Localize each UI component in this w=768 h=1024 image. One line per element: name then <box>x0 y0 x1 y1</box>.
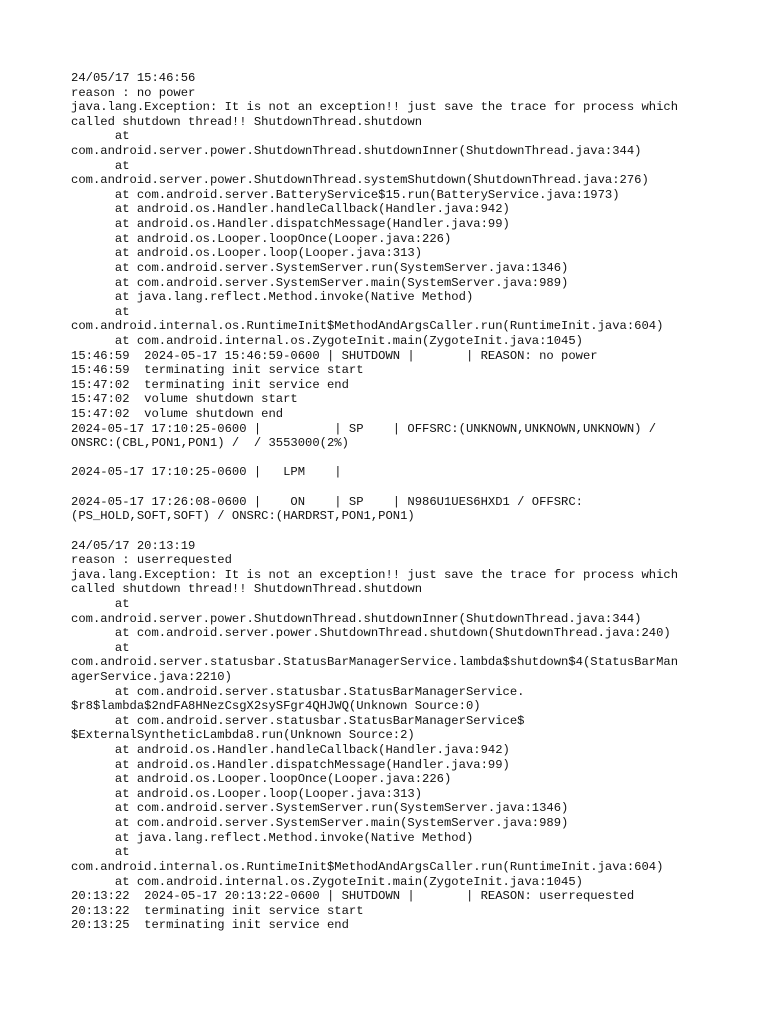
log-line: 2024-05-17 17:10:25-0600 | LPM | <box>71 465 342 480</box>
log-line: at android.os.Looper.loop(Looper.java:313) <box>71 246 423 261</box>
log-line: reason : no power <box>71 85 196 100</box>
log-line: $r8$lambda$2ndFA8HNezCsgX2sySFgr4QHJWQ(Unknown Source:0) <box>71 699 481 714</box>
log-line: com.android.internal.os.RuntimeInit$MethodAndArgsCaller.run(RuntimeInit.java:604) <box>71 319 664 334</box>
log-line: 20:13:22 2024-05-17 20:13:22-0600 | SHUTDOWN | | REASON: userrequested <box>71 889 635 904</box>
log-line: 15:46:59 terminating init service start <box>71 363 364 378</box>
log-line: 24/05/17 15:46:56 <box>71 71 196 85</box>
log-line: at <box>71 304 130 319</box>
log-line: at <box>71 129 130 144</box>
log-line: at android.os.Handler.dispatchMessage(Handler.java:99) <box>71 217 510 232</box>
log-line: com.android.server.statusbar.StatusBarManagerService.lambda$shutdown$4(StatusBarMan <box>71 655 679 670</box>
log-text-block <box>71 71 711 933</box>
log-line: at android.os.Handler.dispatchMessage(Handler.java:99) <box>71 757 510 772</box>
log-line: called shutdown thread!! ShutdownThread.shutdown <box>71 582 423 597</box>
log-line: com.android.internal.os.RuntimeInit$MethodAndArgsCaller.run(RuntimeInit.java:604) <box>71 859 664 874</box>
log-line: at com.android.server.statusbar.StatusBarManagerService. <box>71 684 525 699</box>
log-line: com.android.server.power.ShutdownThread.shutdownInner(ShutdownThread.java:344) <box>71 611 642 626</box>
log-line: 2024-05-17 17:10:25-0600 | | SP | OFFSRC:(UNKNOWN,UNKNOWN,UNKNOWN) / <box>71 421 657 436</box>
log-line: 15:46:59 2024-05-17 15:46:59-0600 | SHUTDOWN | | REASON: no power <box>71 348 598 363</box>
log-line: at com.android.server.SystemServer.main(SystemServer.java:989) <box>71 816 569 831</box>
log-line: at com.android.server.SystemServer.main(SystemServer.java:989) <box>71 275 569 290</box>
log-line: agerService.java:2210) <box>71 669 232 684</box>
log-line: 20:13:25 terminating init service end <box>71 918 349 933</box>
log-line: called shutdown thread!! ShutdownThread.shutdown <box>71 114 423 129</box>
log-line: java.lang.Exception: It is not an exception!! just save the trace for process which <box>71 100 679 115</box>
log-line: 15:47:02 volume shutdown start <box>71 392 298 407</box>
log-line <box>71 480 711 495</box>
log-line: com.android.server.power.ShutdownThread.systemShutdown(ShutdownThread.java:276) <box>71 173 649 188</box>
log-line: at <box>71 845 130 860</box>
log-line: at com.android.server.SystemServer.run(SystemServer.java:1346) <box>71 260 569 275</box>
log-line: at java.lang.reflect.Method.invoke(Native Method) <box>71 830 474 845</box>
log-line: at com.android.server.BatteryService$15.run(BatteryService.java:1973) <box>71 187 620 202</box>
log-line <box>71 524 711 539</box>
log-line: at java.lang.reflect.Method.invoke(Native Method) <box>71 290 474 305</box>
log-line: com.android.server.power.ShutdownThread.shutdownInner(ShutdownThread.java:344) <box>71 144 642 159</box>
log-line: java.lang.Exception: It is not an exception!! just save the trace for process which <box>71 567 679 582</box>
log-line: at com.android.server.SystemServer.run(SystemServer.java:1346) <box>71 801 569 816</box>
log-line: $ExternalSyntheticLambda8.run(Unknown Source:2) <box>71 728 415 743</box>
log-line: reason : userrequested <box>71 553 232 568</box>
log-line: at <box>71 596 130 611</box>
log-line: at com.android.server.statusbar.StatusBarManagerService$ <box>71 713 525 728</box>
log-line: 15:47:02 volume shutdown end <box>71 407 284 422</box>
log-line: at <box>71 640 130 655</box>
log-line: at com.android.server.power.ShutdownThread.shutdown(ShutdownThread.java:240) <box>71 626 671 641</box>
log-line: at android.os.Looper.loop(Looper.java:313) <box>71 786 423 801</box>
log-line: at android.os.Looper.loopOnce(Looper.java:226) <box>71 772 452 787</box>
log-line: at android.os.Handler.handleCallback(Handler.java:942) <box>71 743 510 758</box>
log-line: 20:13:22 terminating init service start <box>71 903 364 918</box>
log-line: 24/05/17 20:13:19 <box>71 538 196 553</box>
log-line: at android.os.Looper.loopOnce(Looper.java:226) <box>71 231 452 246</box>
log-line <box>71 451 711 466</box>
log-line: (PS_HOLD,SOFT,SOFT) / ONSRC:(HARDRST,PON1,PON1) <box>71 509 415 524</box>
log-line: 2024-05-17 17:26:08-0600 | ON | SP | N986U1UES6HXD1 / OFFSRC: <box>71 494 583 509</box>
log-line: at com.android.internal.os.ZygoteInit.main(ZygoteInit.java:1045) <box>71 333 583 348</box>
log-line: 15:47:02 terminating init service end <box>71 377 349 392</box>
log-line: at <box>71 158 130 173</box>
log-line: ONSRC:(CBL,PON1,PON1) / / 3553000(2%) <box>71 436 349 451</box>
log-line: at android.os.Handler.handleCallback(Handler.java:942) <box>71 202 510 217</box>
log-line: at com.android.internal.os.ZygoteInit.main(ZygoteInit.java:1045) <box>71 874 583 889</box>
